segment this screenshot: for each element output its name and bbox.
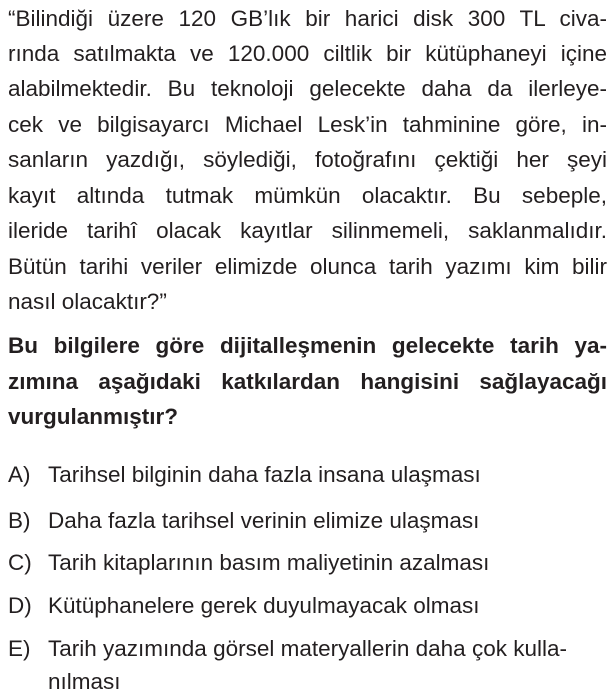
option-text: Tarih kitaplarının basım maliyetinin azalması xyxy=(48,550,490,575)
option-a[interactable] xyxy=(8,460,481,490)
option-letter: C) xyxy=(8,550,32,575)
question-line: vurgulanmıştır? xyxy=(8,404,179,429)
option-text: Tarihsel bilginin daha fazla insana ulaşması xyxy=(48,462,481,487)
passage-line: ileride tarihî olacak kayıtlar silinmemeli, saklanmalıdır. xyxy=(8,218,607,243)
question-line: Bu bilgilere göre dijitalleşmenin gelecekte tarih ya- xyxy=(8,333,607,358)
passage-line: nasıl olacaktır?” xyxy=(8,289,167,314)
option-e[interactable] xyxy=(8,634,567,664)
passage-line: sanların yazdığı, söylediği, fotoğrafını çektiği her şeyi xyxy=(8,147,607,172)
option-text: Tarih yazımında görsel materyallerin daha çok kulla- xyxy=(48,636,567,661)
passage-line: cek ve bilgisayarcı Michael Lesk’in tahminine göre, in- xyxy=(8,112,607,137)
option-e-continuation: nılması xyxy=(48,669,121,694)
option-c[interactable] xyxy=(8,548,489,578)
passage-line: “Bilindiği üzere 120 GB’lık bir harici disk 300 TL civa- xyxy=(8,6,607,31)
passage-line: kayıt altında tutmak mümkün olacaktır. Bu sebeple, xyxy=(8,183,607,208)
passage-line: alabilmektedir. Bu teknoloji gelecekte daha da ilerleye- xyxy=(8,76,607,101)
passage-line: Bütün tarihi veriler elimizde olunca tarih yazımı kim bilir xyxy=(8,254,607,279)
question-line: zımına aşağıdaki katkılardan hangisini sağlayacağı xyxy=(8,369,607,394)
option-d[interactable] xyxy=(8,591,480,621)
option-text: Daha fazla tarihsel verinin elimize ulaşması xyxy=(48,508,480,533)
passage-line: rında satılmakta ve 120.000 ciltlik bir kütüphaneyi içine xyxy=(8,41,607,66)
option-text: Kütüphanelere gerek duyulmayacak olması xyxy=(48,593,480,618)
option-letter: D) xyxy=(8,593,32,618)
option-b[interactable] xyxy=(8,506,479,536)
option-letter: B) xyxy=(8,508,31,533)
option-letter: E) xyxy=(8,636,31,661)
option-letter: A) xyxy=(8,462,31,487)
